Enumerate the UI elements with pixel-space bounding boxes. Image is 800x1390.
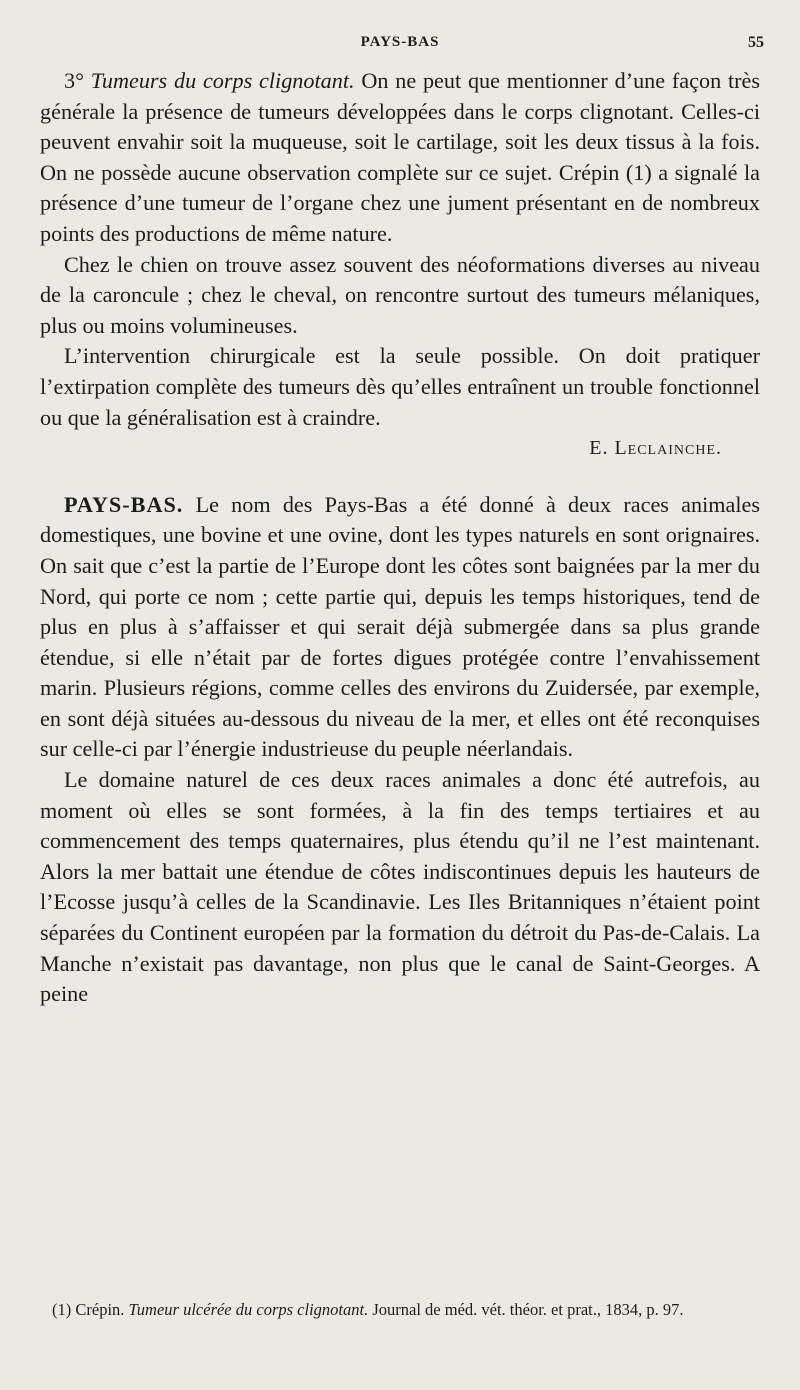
footnote-citation: Journal de méd. vét. théor. et prat., 1834, p. 97. — [368, 1300, 684, 1319]
paragraph-chien: Chez le chien on trouve assez souvent des néoformations diverses au niveau de la caroncule ; chez le cheval, on rencontre surtout des tumeurs mélaniques, plus ou moins volumineuses. — [40, 251, 760, 338]
footnote-title: Tumeur ulcérée du corps clignotant. — [128, 1300, 369, 1319]
page-header — [0, 34, 800, 58]
running-title: PAYS-BAS — [360, 34, 440, 50]
main-text — [40, 66, 760, 1010]
paragraph-intervention: L’intervention chirurgicale est la seule possible. On doit pratiquer l’extirpation complète des tumeurs dès qu’elles entraînent un trouble fonctionnel ou que la généralisation est à craindre. — [40, 343, 760, 430]
paragraph-pays-bas — [40, 490, 760, 765]
footnote-reference: (1) Crépin. — [52, 1300, 129, 1319]
paragraph-domaine: Le domaine naturel de ces deux races animales a donc été autrefois, au moment où elles se sont formées, à la fin des temps tertiaires et au commencement des temps quaternaires, plus étendu qu’il ne l’est maintenant. Alors la mer battait une étendue de côtes indiscontinues depuis les hauteurs de l’Ecosse jusqu’à celles de la Scandinavie. Les Iles Britanniques n’étaient point séparées du Continent européen par la formation du détroit du Pas-de-Calais. La Manche n’existait pas davantage, non plus que le canal de Saint-Georges. A peine — [40, 767, 760, 1007]
section-heading: Tumeurs du corps clignotant. — [90, 68, 355, 93]
section-number: 3° — [64, 68, 91, 93]
paragraph-text: On ne peut que mentionner d’une façon très générale la présence de tumeurs développées dans le corps clignotant. Celles-ci peuvent envahir soit la muqueuse, soit le cartilage, soit les deux tissus à la fois. On ne possède aucune observation complète sur ce sujet. Crépin (1) a signalé la présence d’une tumeur de l’organe chez une jument présentant en de nombreux points des productions de même nature. — [40, 68, 760, 246]
page-number: 55 — [748, 34, 764, 51]
paragraph-text: Le nom des Pays-Bas a été donné à deux races animales domestiques, une bovine et une ovine, dont les types naturels en sont orignaires. On sait que c’est la partie de l’Europe dont les côtes sont baignées par la mer du Nord, qui porte ce nom ; cette partie qui, depuis les temps historiques, tend de plus en plus à s’affaisser et qui serait déjà submergée dans sa plus grande étendue, si elle n’était par de fortes digues protégée contre l’envahissement marin. Plusieurs régions, comme celles des environs du Zuidersée, par exemple, en sont déjà situées au-dessous du niveau de la mer, et elles ont été reconquises sur celle-ci par l’énergie industrieuse du peuple néerlandais. — [40, 491, 760, 762]
footnote — [40, 1296, 760, 1323]
author-signature: E. Leclainche. — [589, 437, 722, 460]
paragraph-tumeurs — [40, 66, 760, 250]
entry-headword: PAYS-BAS. — [64, 491, 184, 517]
